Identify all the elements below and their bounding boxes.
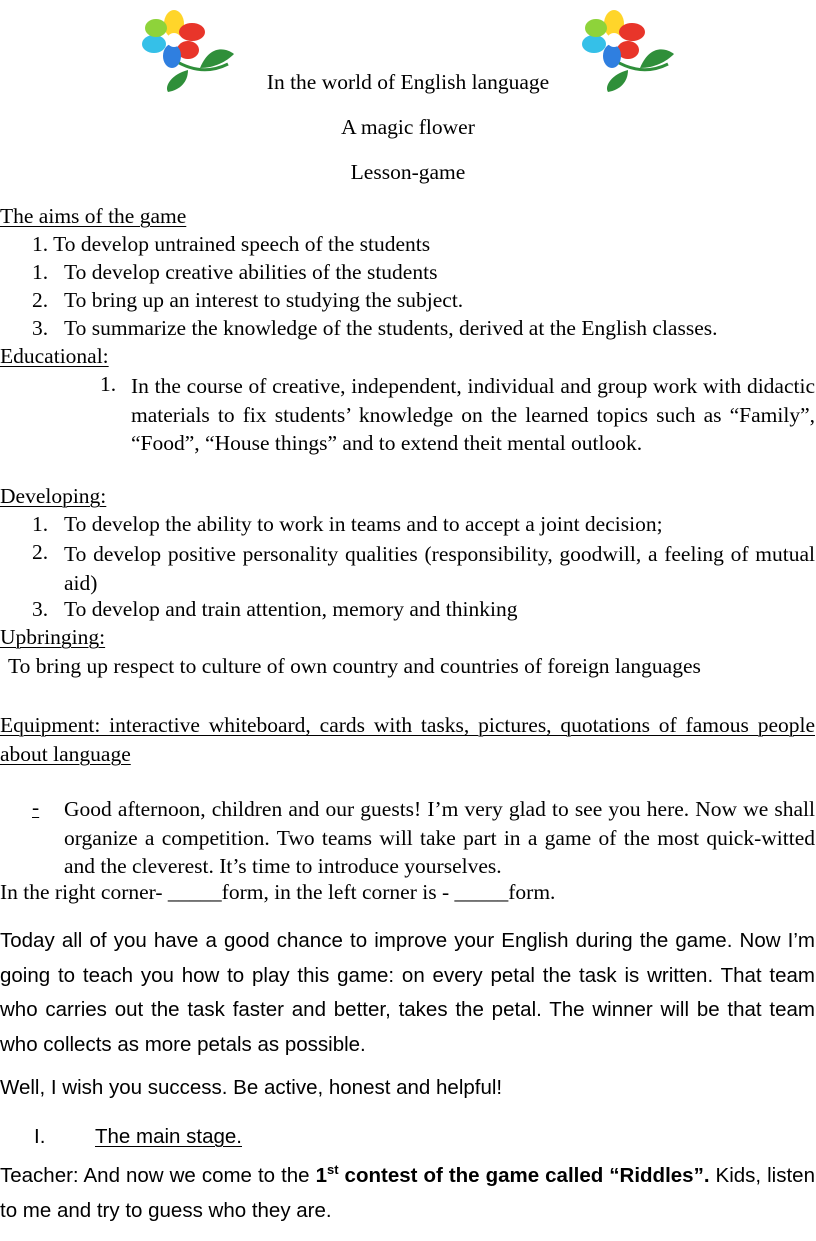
- educational-text: In the course of creative, independent, individual and group work with didactic materials to fix students’ knowledge on the learned topics such as “Family”, “Food”, “House things” and to extend theit mental outlook.: [131, 374, 815, 455]
- greeting-text: Good afternoon, children and our guests! I’m very glad to see you here. Now we shall organize a competition. Two teams will take part in a game of the most quick-witted and the cleverest. It’s time to introduce yourselves.: [64, 797, 815, 878]
- lesson-kind: Lesson-game: [350, 160, 466, 184]
- teacher-paragraph: [0, 1159, 815, 1228]
- list-item: [32, 232, 430, 257]
- list-number: 1.: [32, 232, 49, 256]
- section-number: I.: [34, 1125, 46, 1148]
- list-item: [32, 597, 517, 622]
- list-number: 3.: [32, 597, 49, 621]
- equipment-text: Equipment: interactive whiteboard, cards with tasks, pictures, quotations of famous people about language: [0, 713, 815, 766]
- list-number: 1.: [32, 260, 49, 284]
- educational-heading: Educational:: [0, 344, 109, 368]
- contest-name: contest of the game called “Riddles”.: [338, 1164, 710, 1187]
- list-text: To develop untrained speech of the students: [53, 232, 431, 256]
- list-text: To develop the ability to work in teams and to accept a joint decision;: [64, 512, 663, 536]
- list-number: 2.: [32, 540, 49, 564]
- contest-ordinal: 1: [315, 1164, 327, 1187]
- corners-text: In the right corner- _____form, in the left corner is - _____form.: [0, 880, 556, 904]
- list-text: To bring up an interest to studying the subject.: [64, 288, 464, 312]
- page-title: In the world of English language: [266, 70, 550, 94]
- list-item: [32, 260, 437, 285]
- list-number: 1.: [32, 512, 49, 536]
- teacher-prefix: Teacher: And now we come to the: [0, 1164, 316, 1187]
- page-subtitle: A magic flower: [341, 115, 475, 139]
- upbringing-text: To bring up respect to culture of own country and countries of foreign languages: [8, 654, 701, 678]
- list-text: To develop and train attention, memory and thinking: [64, 597, 518, 621]
- list-item: [32, 316, 717, 341]
- list-text: To develop positive personality qualities (responsibility, goodwill, a feeling of mutual aid): [64, 542, 815, 595]
- list-number: 2.: [32, 288, 49, 312]
- list-text: To summarize the knowledge of the students, derived at the English classes.: [64, 316, 718, 340]
- wish-text: Well, I wish you success. Be active, honest and helpful!: [0, 1076, 503, 1099]
- list-text: To develop creative abilities of the students: [64, 260, 438, 284]
- bullet-dash: -: [32, 795, 40, 819]
- list-number: 1.: [100, 372, 117, 396]
- upbringing-heading: Upbringing:: [0, 625, 106, 649]
- teacher-suffix: Kids, listen to me and try to guess who they are.: [0, 1164, 815, 1222]
- intro-paragraph: Today all of you have a good chance to improve your English during the game. Now I’m going to teach you how to play this game: on every petal the task is written. That team who carries out the task faster and better, takes the petal. The winner will be that team who collects as more petals as possible.: [0, 929, 815, 1056]
- aims-heading: The aims of the game: [0, 204, 187, 228]
- developing-heading: Developing:: [0, 484, 107, 508]
- section-title: The main stage.: [95, 1125, 242, 1148]
- list-item: [32, 288, 463, 313]
- list-number: 3.: [32, 316, 49, 340]
- contest-ordinal-suffix: st: [326, 1162, 339, 1178]
- list-item: [32, 512, 663, 537]
